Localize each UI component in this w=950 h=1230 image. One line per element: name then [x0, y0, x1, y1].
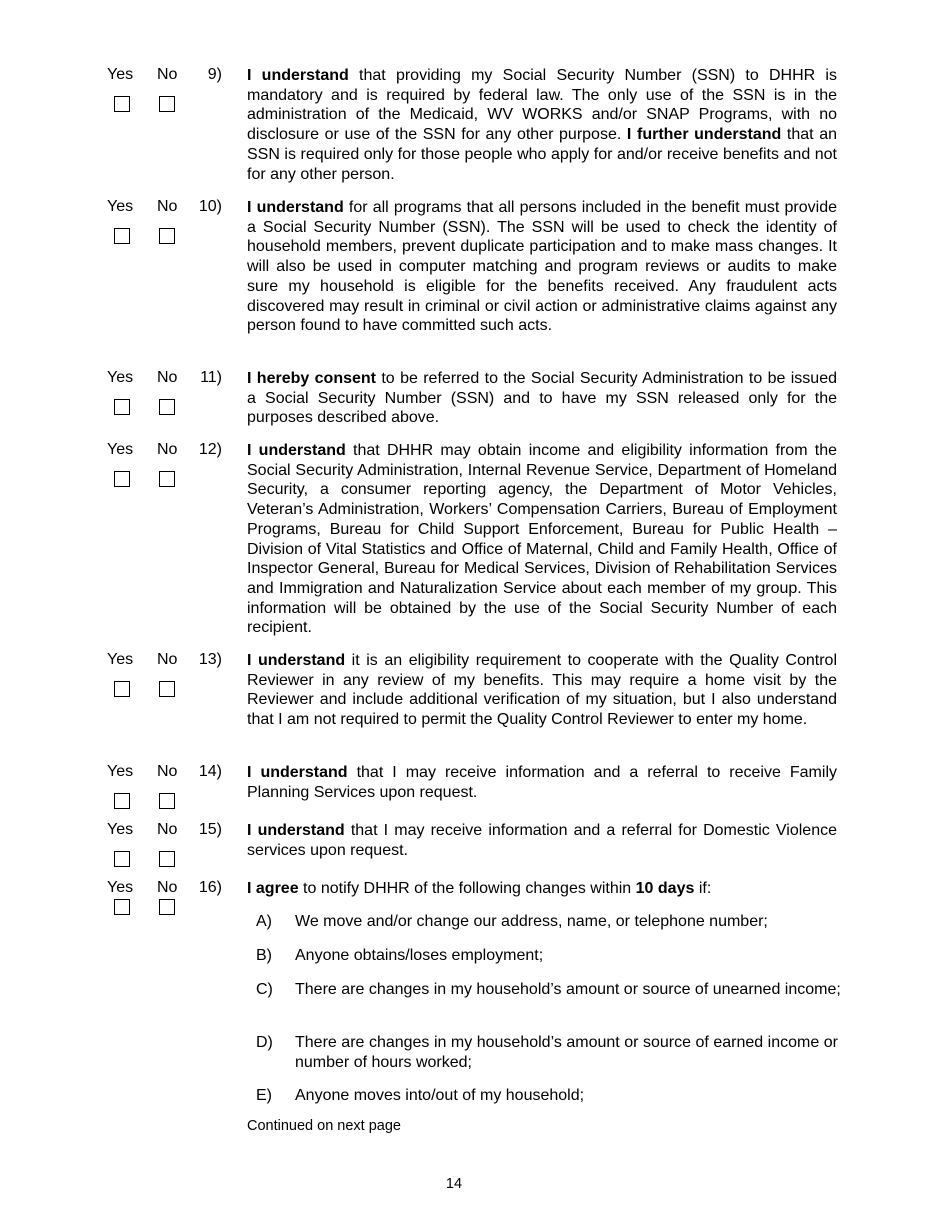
sub-item-letter: B)	[256, 947, 272, 964]
yes-checkbox-9[interactable]	[114, 96, 130, 112]
statement-lead: I understand	[247, 764, 348, 781]
statement-text: I hereby consent to be referred to the Social Security Administration to be issued a Social Security Number (SSN) and to have my SSN released only for the purposes described above.	[247, 370, 838, 427]
no-label: No	[157, 441, 178, 458]
no-checkbox-9[interactable]	[159, 96, 175, 112]
statement-text: I understand that DHHR may obtain income and eligibility information from the Social Security Administration, Internal Revenue Service, Department of Homeland Security, a consumer reporting agency, the Department of Motor Vehicles, Veteran’s Administration, Workers’ Compensation Carriers, Bureau of Employment Programs, Bureau for Child Support Enforcement, Bureau for Public Health – Division of Vital Statistics and Office of Maternal, Child and Family Health, Office of Inspector General, Bureau for Medical Services, Division of Rehabilitation Services and Immigration and Naturalization Service about each member of my group. This information will be obtained by the use of the Social Security Number of each recipient.	[247, 442, 837, 637]
no-checkbox-12[interactable]	[159, 471, 175, 487]
statement-lead: I hereby consent	[247, 370, 376, 387]
statement-text: I understand that I may receive information and a referral for Domestic Violence services upon request.	[247, 822, 837, 859]
no-checkbox-16[interactable]	[159, 899, 175, 915]
yes-checkbox-11[interactable]	[114, 399, 130, 415]
no-label: No	[157, 66, 178, 83]
sub-item-text: We move and/or change our address, name, or telephone number;	[295, 913, 768, 930]
yes-checkbox-15[interactable]	[114, 851, 130, 867]
sub-item-letter: A)	[256, 913, 272, 930]
yes-checkbox-13[interactable]	[114, 681, 130, 697]
statement-lead: I understand	[247, 652, 346, 669]
statement-lead: I understand	[247, 67, 349, 84]
sub-item-text: Anyone obtains/loses employment;	[295, 947, 544, 964]
no-checkbox-10[interactable]	[159, 228, 175, 244]
statement-lead: I understand	[247, 442, 346, 459]
statement-text: I understand that providing my Social Security Number (SSN) to DHHR is mandatory and is required by federal law. The only use of the SSN is in the administration of the Medicaid, WV WORKS and/or SNAP Programs, with no disclosure or use of the SSN for any other purpose. I further understand that an SSN is required only for those people who apply for and/or receive benefits and not for any other person.	[247, 67, 837, 183]
yes-label: Yes	[107, 369, 134, 386]
statement-text: I understand for all programs that all persons included in the benefit must provide a Social Security Number (SSN). The SSN will be used to check the identity of household members, prevent duplicate participation and to make mass changes. It will also be used in computer matching and program reviews or audits to make sure my household is eligible for the benefits received. Any fraudulent acts discovered may result in criminal or civil action or administrative claims against any person found to have committed such acts.	[247, 199, 838, 335]
yes-checkbox-10[interactable]	[114, 228, 130, 244]
statement-lead: I understand	[247, 199, 344, 216]
statement-text: I understand it is an eligibility requirement to cooperate with the Quality Control Reviewer in any review of my benefits. This may require a home visit by the Reviewer and include additional verification of my situation, but I also understand that I am not required to permit the Quality Control Reviewer to enter my home.	[247, 652, 837, 729]
item-number: 16)	[198, 879, 222, 896]
yes-label: Yes	[107, 821, 134, 838]
no-label: No	[157, 821, 178, 838]
sub-item-letter: E)	[256, 1087, 272, 1104]
no-checkbox-15[interactable]	[159, 851, 175, 867]
sub-item-text: Anyone moves into/out of my household;	[295, 1087, 585, 1104]
yes-checkbox-14[interactable]	[114, 793, 130, 809]
no-label: No	[157, 879, 178, 896]
sub-item-text: There are changes in my household’s amount or source of unearned income;	[295, 981, 841, 998]
no-checkbox-13[interactable]	[159, 681, 175, 697]
yes-label: Yes	[107, 879, 134, 896]
yes-label: Yes	[107, 198, 134, 215]
continued-note: Continued on next page	[247, 1118, 401, 1134]
yes-label: Yes	[107, 763, 134, 780]
no-label: No	[157, 763, 178, 780]
sub-item-letter: C)	[256, 981, 273, 998]
no-checkbox-14[interactable]	[159, 793, 175, 809]
statement-text: I understand that I may receive information and a referral to receive Family Planning Services upon request.	[247, 764, 837, 801]
no-checkbox-11[interactable]	[159, 399, 175, 415]
statement-lead: I understand	[247, 822, 345, 839]
yes-checkbox-16[interactable]	[114, 899, 130, 915]
yes-label: Yes	[107, 441, 134, 458]
item-number: 11)	[200, 369, 222, 386]
no-label: No	[157, 198, 178, 215]
yes-label: Yes	[107, 66, 134, 83]
no-label: No	[157, 369, 178, 386]
item-number: 15)	[198, 821, 222, 838]
item-number: 13)	[198, 651, 222, 668]
statement-lead: I agree	[247, 880, 299, 897]
no-label: No	[157, 651, 178, 668]
yes-checkbox-12[interactable]	[114, 471, 130, 487]
sub-item-text: There are changes in my household’s amount or source of earned income or number of hours worked;	[295, 1034, 838, 1071]
item-number: 10)	[198, 198, 222, 215]
sub-item-letter: D)	[256, 1034, 273, 1051]
page-number: 14	[445, 1176, 463, 1192]
item-number: 12)	[198, 441, 222, 458]
statement-text: I agree to notify DHHR of the following changes within 10 days if:	[247, 880, 712, 897]
item-number: 14)	[198, 763, 222, 780]
item-number: 9)	[207, 66, 222, 83]
yes-label: Yes	[107, 651, 134, 668]
